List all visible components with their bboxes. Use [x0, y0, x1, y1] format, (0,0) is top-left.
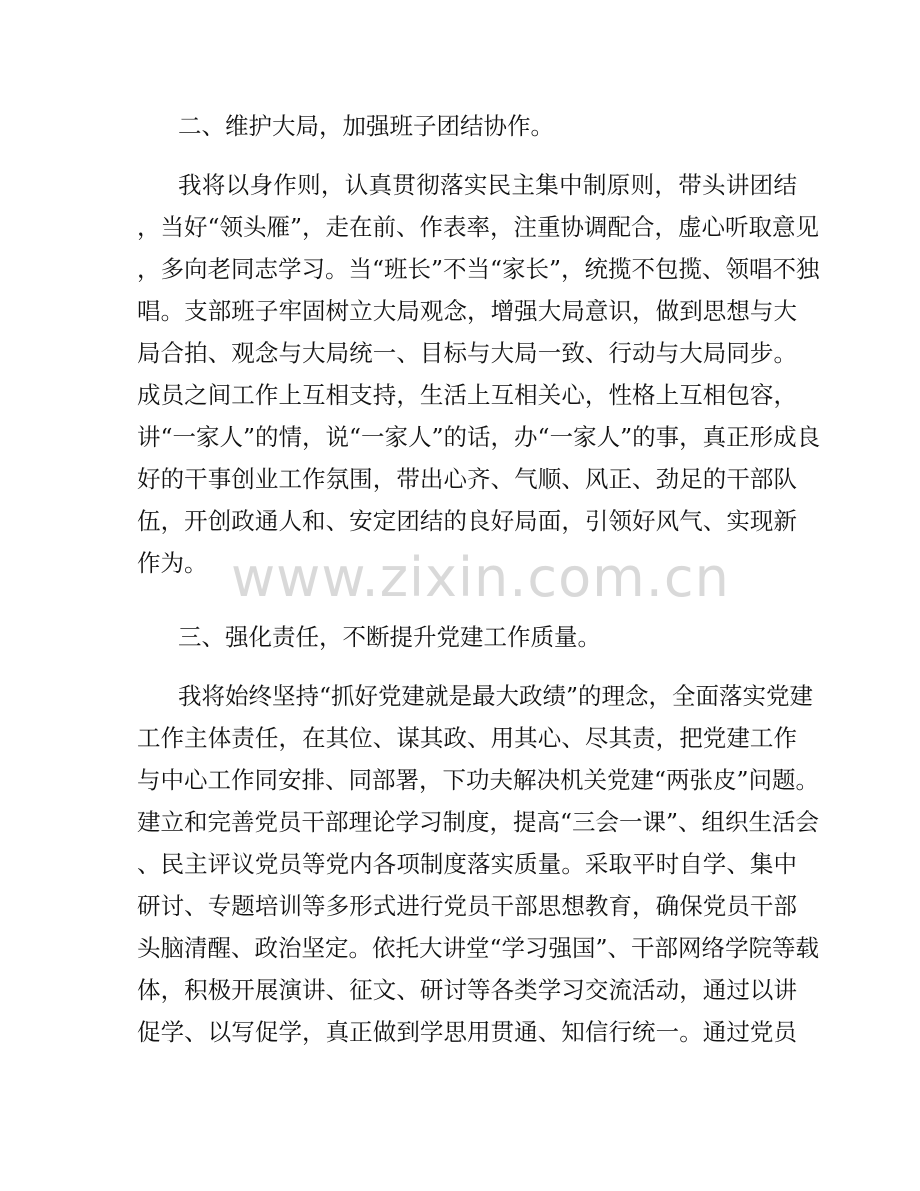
section-3-heading: 三、强化责任，不断提升党建工作质量。	[178, 623, 601, 651]
section-2-line-4: 唱。支部班子牢固树立大局观念，增强大局意识，做到思想与大	[137, 297, 797, 325]
section-2-line-3: ，多向老同志学习。当“班长”不当“家长”，统揽不包揽、领唱不独	[137, 255, 820, 283]
section-3-line-3: 与中心工作同安排、同部署，下功夫解决机关党建“两张皮”问题。	[137, 766, 820, 794]
section-2-line-1: 我将以身作则，认真贯彻落实民主集中制原则，带头讲团结	[178, 171, 797, 199]
watermark-text: www.zixin.com.cn	[231, 546, 730, 609]
section-3-line-2: 工作主体责任，在其位、谋其政、用其心、尽其责，把党建工作	[137, 724, 797, 752]
section-2-line-5: 局合拍、观念与大局统一、目标与大局一致、行动与大局同步。	[137, 339, 797, 367]
section-3-line-5: 、民主评议党员等党内各项制度落实质量。采取平时自学、集中	[137, 850, 797, 878]
section-2-line-10: 作为。	[137, 549, 208, 577]
section-3-line-4: 建立和完善党员干部理论学习制度，提高“三会一课”、组织生活会	[137, 808, 820, 836]
section-2-line-9: 伍，开创政通人和、安定团结的良好局面，引领好风气、实现新	[137, 507, 797, 535]
section-2-line-6: 成员之间工作上互相支持，生活上互相关心，性格上互相包容，	[137, 381, 797, 409]
section-3-line-1: 我将始终坚持“抓好党建就是最大政绩”的理念，全面落实党建	[178, 682, 814, 710]
section-2-heading: 二、维护大局，加强班子团结协作。	[178, 112, 554, 140]
section-3-line-7: 头脑清醒、政治坚定。依托大讲堂“学习强国”、干部网络学院等载	[137, 934, 820, 962]
section-2-line-8: 好的干事创业工作氛围，带出心齐、气顺、风正、劲足的干部队	[137, 465, 797, 493]
section-3-line-6: 研讨、专题培训等多形式进行党员干部思想教育，确保党员干部	[137, 892, 797, 920]
section-3-line-8: 体，积极开展演讲、征文、研讨等各类学习交流活动，通过以讲	[137, 976, 797, 1004]
section-2-line-7: 讲“一家人”的情，说“一家人”的话，办“一家人”的事，真正形成良	[137, 423, 821, 451]
section-2-line-2: ，当好“领头雁”，走在前、作表率，注重协调配合，虚心听取意见	[137, 213, 820, 241]
section-3-line-9: 促学、以写促学，真正做到学思用贯通、知信行统一。通过党员	[137, 1018, 797, 1046]
